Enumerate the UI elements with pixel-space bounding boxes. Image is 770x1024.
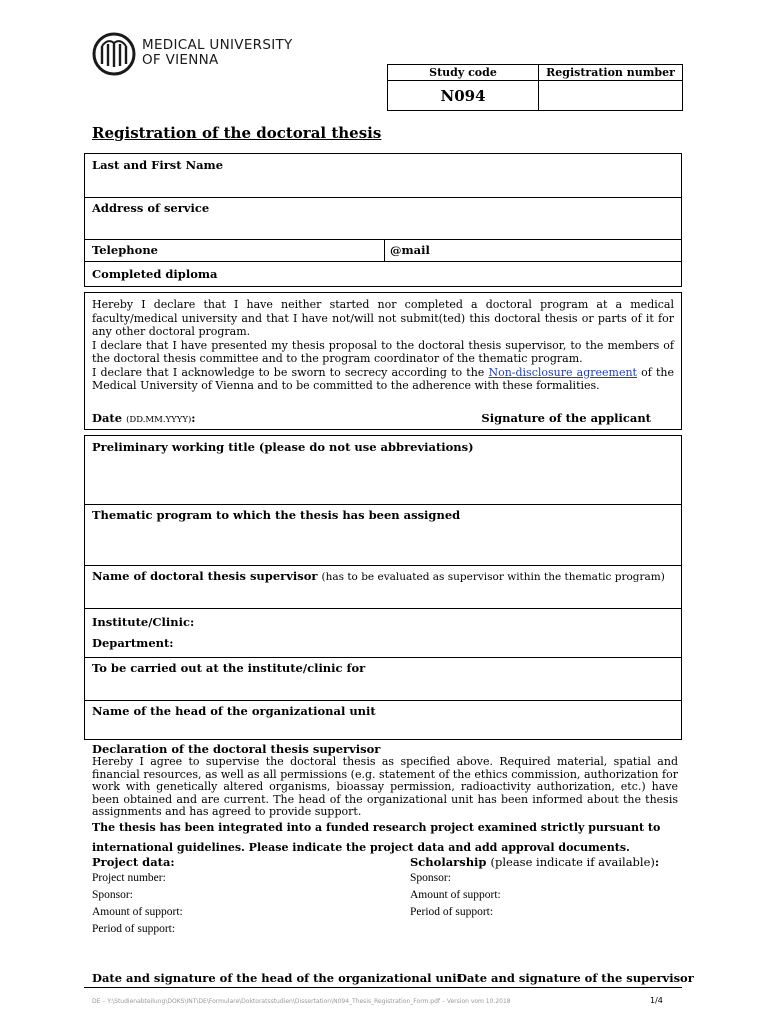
registration-number-value[interactable] [539, 81, 683, 111]
applicant-section [84, 153, 682, 287]
project-data-label: Project data: [92, 855, 175, 869]
project-period-field[interactable]: Period of support: [92, 923, 176, 935]
sign-supervisor-label: Date and signature of the supervisor [457, 971, 694, 985]
study-code-value[interactable]: N094 [388, 81, 539, 111]
declaration-text: Hereby I declare that I have neither started nor completed a doctoral program at a medical faculty/medical university and that I have not/will not submit(ted) this doctoral thesis or parts of it for any other doctoral program. I declare that I have presented my thesis proposal to the doctoral thesis supervisor, to the members of the doctoral thesis committee and to the program coordinator of the thematic program. I declare that I acknowledge to be sworn to secrecy according to the Non-disclosure agreement of the Medical University of Vienna and to be committed to the adherence with these formalities. [92, 298, 674, 392]
sign-head-label: Date and signature of the head of the organizational unit [92, 971, 462, 985]
scholarship-sponsor-field[interactable]: Sponsor: [410, 872, 451, 884]
supervisor-declaration-text: Hereby I agree to supervise the doctoral thesis as specified above. Required material, spatial and financial resources, as well as all permissions (e.g. statement of the ethics commission, authorization for work with genetically altered organisms, bioassay permission, radioactivity authorization, etc.) have been obtained and are current. The head of the organizational unit has been informed about the thesis assignments and has agreed to provide support. [92, 755, 678, 818]
registration-number-label: Registration number [539, 65, 683, 81]
project-amount-field[interactable]: Amount of support: [92, 906, 183, 918]
signature-label: Signature of the applicant [481, 411, 651, 425]
working-title-label: Preliminary working title (please do not use abbreviations) [92, 440, 474, 454]
address-label: Address of service [92, 201, 210, 215]
thesis-section [84, 435, 682, 740]
email-label: @mail [390, 243, 430, 257]
department-label: Department: [92, 636, 174, 650]
project-sponsor-field[interactable]: Sponsor: [92, 889, 133, 901]
project-number-field[interactable]: Project number: [92, 872, 166, 884]
name-label: Last and First Name [92, 158, 224, 172]
head-label: Name of the head of the organizational unit [92, 704, 376, 718]
funded-line-1: The thesis has been integrated into a funded research project examined strictly pursuant to [92, 821, 661, 834]
scholarship-label: Scholarship (please indicate if available): [410, 855, 660, 869]
carried-out-label: To be carried out at the institute/clinic for [92, 661, 366, 675]
study-code-label: Study code [388, 65, 539, 81]
institute-label: Institute/Clinic: [92, 615, 195, 629]
page-number: 1/4 [650, 996, 663, 1005]
date-label: Date (DD.MM.YYYY): [92, 411, 196, 425]
footer-path: DE – Y:\Studienabteilung\DOKS\INT\DE\Formulare\Doktoratsstudien\Dissertation\N094_Thesis_Registration_Form.pdf – Version vom 10.2018 [92, 998, 511, 1005]
nda-link[interactable]: Non-disclosure agreement [488, 365, 637, 379]
diploma-label: Completed diploma [92, 267, 218, 281]
university-name: MEDICAL UNIVERSITY OF VIENNA [142, 37, 293, 68]
supervisor-declaration-heading: Declaration of the doctoral thesis supervisor [92, 742, 381, 756]
study-code-table [387, 64, 683, 111]
funded-line-2: international guidelines. Please indicate the project data and add approval documents. [92, 841, 630, 854]
page-title: Registration of the doctoral thesis [92, 124, 382, 142]
scholarship-period-field[interactable]: Period of support: [410, 906, 494, 918]
telephone-label: Telephone [92, 243, 158, 257]
declaration-section [84, 292, 682, 430]
signature-divider [84, 987, 682, 988]
scholarship-amount-field[interactable]: Amount of support: [410, 889, 501, 901]
supervisor-label: Name of doctoral thesis supervisor (has to be evaluated as supervisor within the thematic program) [92, 569, 665, 583]
thematic-program-label: Thematic program to which the thesis has been assigned [92, 508, 461, 522]
